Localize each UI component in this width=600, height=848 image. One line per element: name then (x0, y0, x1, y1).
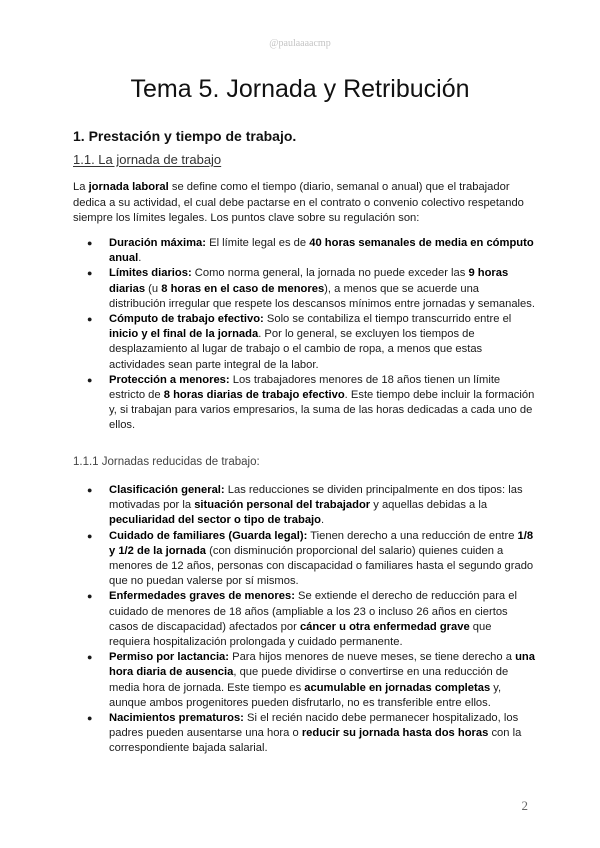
item-text: y aquellas debidas a la (370, 499, 488, 512)
bullet-icon: ● (87, 652, 93, 663)
item-bold: 8 horas diarias de trabajo efectivo (163, 389, 345, 402)
list-item (73, 373, 535, 434)
item-text: que requiera hospitalización prolongada y cuidado permanente. (109, 620, 492, 649)
bullet-icon: ● (87, 591, 93, 602)
list-item (73, 711, 535, 757)
item-term: Protección a menores: (109, 373, 230, 386)
item-bold: inicio y el final de la jornada (109, 328, 259, 341)
bullet-icon: ● (87, 374, 93, 385)
item-text: Los trabajadores menores de 18 años tienen un límite estricto de (109, 373, 501, 402)
subsubsection-heading: 1.1.1 Jornadas reducidas de trabajo: (73, 456, 260, 468)
list-item (73, 266, 535, 312)
item-text: . Por lo general, se excluyen los tiempos de desplazamiento al lugar de trabajo o el cambio de ropa, a menos que estas actividades sean parte integral de la labor. (109, 328, 483, 371)
item-term: Enfermedades graves de menores: (109, 590, 295, 603)
item-bold: acumulable en jornadas completas (304, 681, 491, 694)
item-term: Nacimientos prematuros: (109, 712, 244, 725)
item-text: , que puede dividirse o convertirse en una reducción de media hora de jornada. Este tiempo es (109, 666, 509, 694)
item-bold: reducir su jornada hasta dos horas (301, 727, 489, 740)
bullet-icon: ● (87, 314, 93, 325)
item-bold: 9 horas diarias (109, 267, 509, 295)
item-text: Solo se contabiliza el tiempo transcurrido entre el (263, 313, 512, 326)
item-term: Límites diarios: (109, 267, 192, 280)
bullet-icon: ● (87, 485, 93, 495)
section-heading: 1. Prestación y tiempo de trabajo. (73, 128, 297, 144)
item-text: Como norma general, la jornada no puede exceder las (191, 267, 469, 280)
item-text: El límite legal es de (206, 237, 310, 249)
item-text: Tienen derecho a una reducción de entre (307, 529, 518, 542)
item-term: Permiso por lactancia: (109, 651, 229, 664)
list-item (73, 312, 535, 373)
bullet-icon: ● (87, 713, 93, 724)
item-text: ), a menos que se acuerde una distribución irregular que respete los descansos mínimos entre jornadas y semanales. (109, 282, 535, 310)
item-bold: cáncer u otra enfermedad grave (299, 620, 470, 633)
item-bold: 8 horas en el caso de menores (161, 282, 325, 295)
list-item (73, 529, 535, 590)
subsection-heading: 1.1. La jornada de trabajo (73, 152, 222, 167)
item-bold: una hora diaria de ausencia (109, 651, 535, 679)
list-item (73, 236, 535, 266)
bullet-icon: ● (87, 238, 93, 248)
item-text: . (320, 514, 325, 527)
item-text: . Este tiempo debe incluir la formación y, si trabajan para varios empresarios, la suma de las horas dedicadas a cada uno de ellos. (109, 389, 535, 432)
list-item (73, 483, 535, 529)
item-text: Se extiende el derecho de reducción para el cuidado de menores de 18 años (ampliable a los 23 o incluso 26 años en ciertos casos de discapacidad) afectados por (109, 590, 517, 633)
item-bold: 1/8 y 1/2 de la jornada (109, 529, 534, 557)
watermark: @paulaaaacmp (269, 38, 331, 49)
intro-text: La (73, 181, 89, 193)
intro-bold: jornada laboral (88, 181, 169, 193)
item-text: Para hijos menores de nueve meses, se tiene derecho a (229, 651, 516, 664)
item-bold: 40 horas semanales de media en cómputo anual (109, 237, 534, 265)
page-number: 2 (521, 798, 528, 813)
item-text: y, aunque ambos progenitores pueden disfrutarlo, no es transferible entre ellos. (109, 681, 502, 709)
item-bold: situación personal del trabajador (194, 499, 371, 512)
bullet-icon: ● (87, 268, 93, 279)
item-text: (con disminución proporcional del salario) quienes cuiden a menores de 12 años, personas con discapacidad o familiares hasta el segundo grado que no puedan valerse por sí mismos. (109, 544, 534, 588)
item-term: Duración máxima: (109, 237, 206, 249)
page-title: Tema 5. Jornada y Retribución (130, 75, 470, 103)
item-text: con la correspondiente bajada salarial. (109, 727, 522, 755)
regulation-list (73, 236, 535, 434)
item-text: . (138, 252, 142, 265)
reduction-list (73, 483, 535, 757)
item-text: Si el recién nacido debe permanecer hospitalizado, los padres pueden ausentarse una hora o (109, 712, 519, 740)
list-item (73, 589, 535, 650)
item-term: Cómputo de trabajo efectivo: (109, 313, 264, 326)
intro-text: se define como el tiempo (diario, semanal o anual) que el trabajador dedica a su actividad, el cual debe pactarse en el contrato o convenio colectivo respetando siempre los límites legales. Los puntos clave sobre su regulación son: (73, 181, 524, 224)
intro-paragraph (73, 180, 535, 227)
item-term: Cuidado de familiares (Guarda legal): (109, 529, 308, 542)
bullet-icon: ● (87, 530, 93, 541)
item-text: (u (145, 282, 162, 295)
item-term: Clasificación general: (109, 484, 225, 496)
list-item (73, 650, 535, 711)
item-bold: peculiaridad del sector o tipo de trabajo (109, 514, 321, 527)
item-text: Las reducciones se dividen principalmente en dos tipos: las motivadas por la (109, 484, 523, 512)
